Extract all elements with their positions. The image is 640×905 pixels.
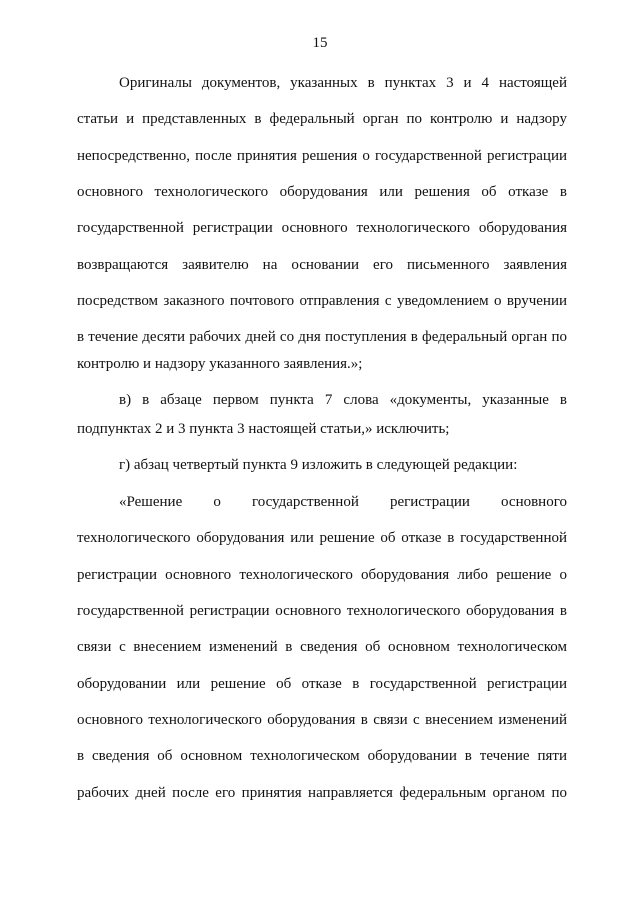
text-line: «Решение о государственной регистрации основного — [119, 494, 567, 510]
text-line: Оригиналы документов, указанных в пунктах 3 и 4 настоящей — [119, 75, 567, 91]
text-line: г) абзац четвертый пункта 9 изложить в следующей редакции: — [119, 457, 518, 473]
text-line: технологического оборудования или решение об отказе в государственной — [77, 530, 567, 546]
text-line: государственной регистрации основного технологического оборудования в — [77, 603, 567, 619]
text-line: основного технологического оборудования в связи с внесением изменений — [77, 712, 567, 728]
text-line: посредством заказного почтового отправления с уведомлением о вручении — [77, 293, 567, 309]
page-number: 15 — [312, 35, 328, 51]
text-line: возвращаются заявителю на основании его письменного заявления — [77, 257, 567, 273]
text-line: оборудовании или решение об отказе в государственной регистрации — [77, 676, 567, 692]
text-line: регистрации основного технологического оборудования либо решение о — [77, 567, 567, 583]
text-line: статьи и представленных в федеральный орган по контролю и надзору — [77, 111, 567, 127]
text-line: в) в абзаце первом пункта 7 слова «документы, указанные в — [119, 392, 567, 408]
text-line: контролю и надзору указанного заявления.»; — [77, 356, 363, 372]
text-line: связи с внесением изменений в сведения об основном технологическом — [77, 639, 567, 655]
text-line: в сведения об основном технологическом оборудовании в течение пяти — [77, 748, 567, 764]
text-line: основного технологического оборудования или решения об отказе в — [77, 184, 567, 200]
text-line: подпунктах 2 и 3 пункта 3 настоящей статьи,» исключить; — [77, 421, 450, 437]
text-line: рабочих дней после его принятия направляется федеральным органом по — [77, 785, 567, 801]
text-line: в течение десяти рабочих дней со дня поступления в федеральный орган по — [77, 329, 567, 345]
text-line: государственной регистрации основного технологического оборудования — [77, 220, 567, 236]
text-line: непосредственно, после принятия решения о государственной регистрации — [77, 148, 567, 164]
